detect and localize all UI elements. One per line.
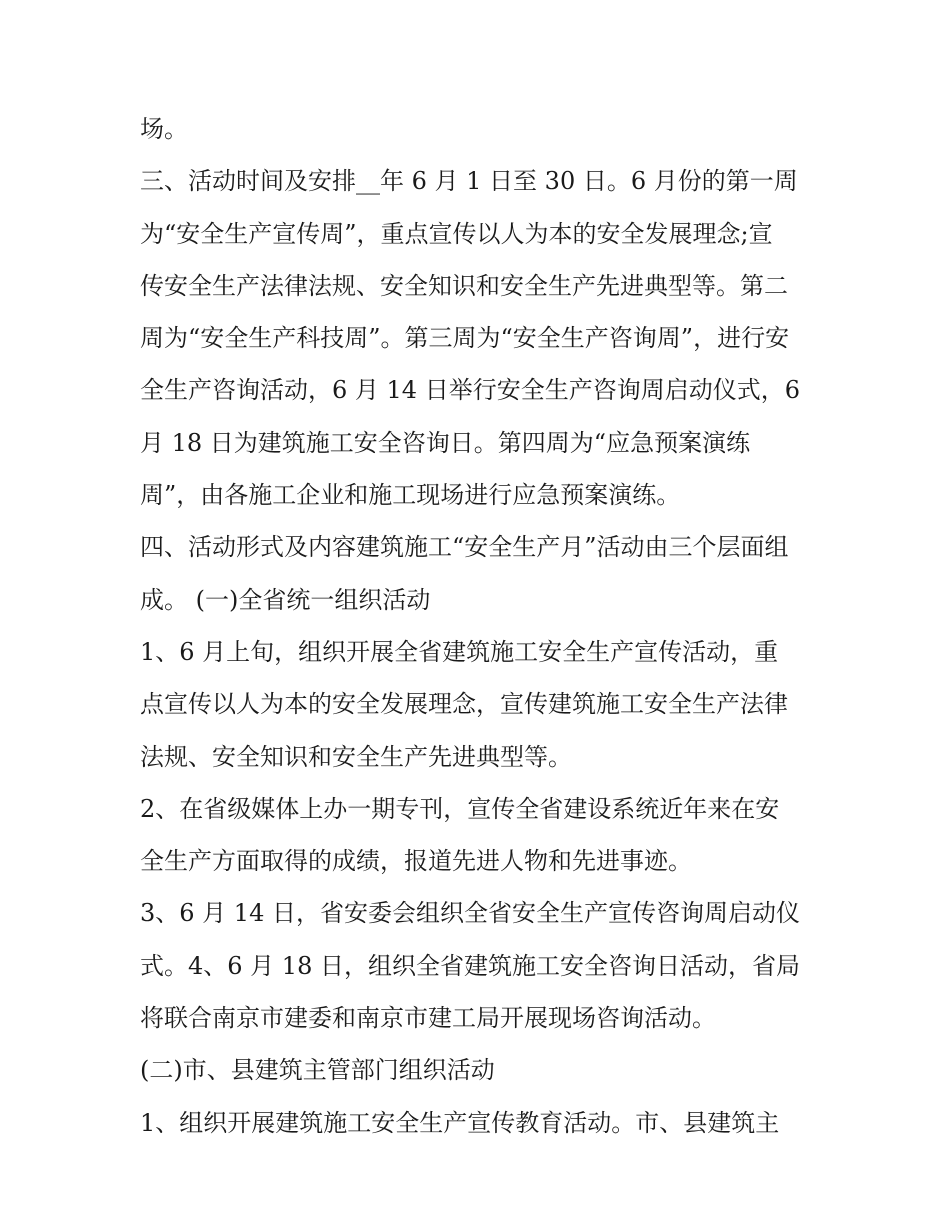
text-line: 点宣传以人为本的安全发展理念，宣传建筑施工安全生产法律: [140, 690, 788, 719]
text-line: 全生产咨询活动，6 月 14 日举行安全生产咨询周启动仪式，6: [140, 376, 800, 405]
text-line: 式。4、6 月 18 日，组织全省建筑施工安全咨询日活动，省局: [140, 951, 800, 980]
text-line: 周为“安全生产科技周”。第三周为“安全生产咨询周”，进行安: [140, 324, 790, 353]
text-line: 全生产方面取得的成绩，报道先进人物和先进事迹。: [140, 847, 692, 876]
text-line: 传安全生产法律法规、安全知识和安全生产先进典型等。第二: [140, 271, 788, 300]
text-line: 成。 (一)全省统一组织活动: [140, 585, 431, 614]
text-line: 法规、安全知识和安全生产先进典型等。: [140, 742, 572, 771]
text-line: 月 18 日为建筑施工安全咨询日。第四周为“应急预案演练: [140, 428, 751, 457]
text-line: 将联合南京市建委和南京市建工局开展现场咨询活动。: [140, 1004, 716, 1033]
text-line: 四、活动形式及内容建筑施工“安全生产月”活动由三个层面组: [140, 533, 789, 562]
text-line: 1、组织开展建筑施工安全生产宣传教育活动。市、县建筑主: [140, 1108, 780, 1137]
document-body: [140, 103, 820, 1149]
text-line: (二)市、县建筑主管部门组织活动: [140, 1056, 495, 1085]
text-line: 1、6 月上旬，组织开展全省建筑施工安全生产宣传活动，重: [140, 637, 779, 666]
text-line: 周”，由各施工企业和施工现场进行应急预案演练。: [140, 481, 681, 510]
text-line: 为“安全生产宣传周”，重点宣传以人为本的安全发展理念;宣: [140, 219, 773, 248]
text-line: 3、6 月 14 日，省安委会组织全省安全生产宣传咨询周启动仪: [140, 899, 800, 928]
text-line: 场。: [140, 115, 188, 143]
text-line: 三、活动时间及安排__年 6 月 1 日至 30 日。6 月份的第一周: [140, 167, 798, 196]
text-line: 2、在省级媒体上办一期专刊，宣传全省建设系统近年来在安: [140, 794, 780, 823]
